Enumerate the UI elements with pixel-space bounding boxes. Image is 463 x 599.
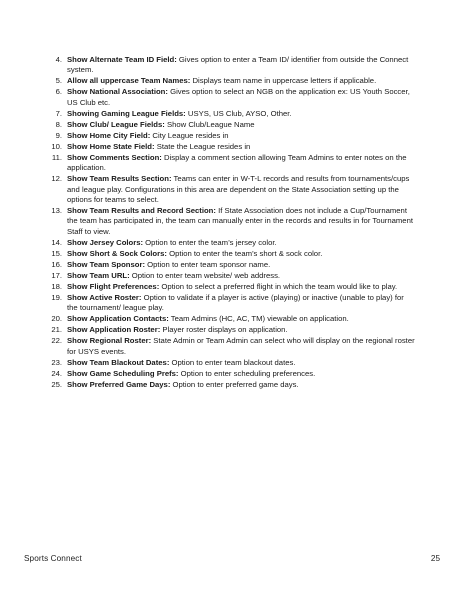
item-number: 9. (55, 130, 62, 140)
list-item (46, 174, 416, 205)
item-description: Option to enter team website/ web address. (129, 270, 281, 280)
list-item (46, 153, 416, 174)
item-description: Displays team name in uppercase letters if applicable. (190, 76, 377, 86)
list-item (46, 369, 416, 379)
item-label: Showing Gaming League Fields: (67, 108, 186, 118)
list-item (46, 131, 416, 141)
item-label: Show Team Results and Record Section: (67, 206, 216, 216)
item-number: 14. (51, 237, 62, 247)
item-description: Option to enter preferred game days. (170, 379, 299, 389)
page-number: 25 (430, 554, 440, 563)
list-item (46, 271, 416, 281)
item-number: 13. (51, 206, 62, 216)
list-item (46, 142, 416, 152)
item-description: USYS, US Club, AYSO, Other. (185, 108, 292, 118)
item-description: Gives option to enter a Team ID/ identifier from outside the Connect system. (67, 55, 409, 75)
list-item (46, 260, 416, 270)
item-label: Show Team Blackout Dates: (67, 357, 170, 367)
list-item (46, 55, 416, 76)
item-description: Option to enter the team’s short & sock color. (166, 248, 323, 258)
item-number: 10. (51, 141, 62, 151)
item-label: Show Team Results Section: (67, 174, 172, 184)
item-description: State Admin or Team Admin can select who will display on the regional roster for USYS events. (67, 336, 415, 356)
item-label: Show Comments Section: (67, 152, 162, 162)
item-label: Show Team URL: (67, 270, 130, 280)
item-description: Option to enter the team’s jersey color. (143, 237, 277, 247)
item-number: 22. (51, 336, 62, 346)
item-description: Gives option to select an NGB on the application ex: US Youth Soccer, US Club etc. (67, 87, 410, 107)
item-label: Show Regional Roster: (67, 336, 152, 346)
item-description: City League resides in (150, 130, 229, 140)
list-item (46, 282, 416, 292)
item-number: 18. (51, 281, 62, 291)
item-label: Show Home State Field: (67, 141, 155, 151)
list-item (46, 249, 416, 259)
item-number: 24. (51, 368, 62, 378)
item-description: Team Admins (HC, AC, TM) viewable on application. (168, 314, 349, 324)
item-description: State the League resides in (154, 141, 251, 151)
list-item (46, 358, 416, 368)
item-number: 15. (51, 248, 62, 258)
footer-brand: Sports Connect (24, 554, 82, 563)
item-label: Show Game Scheduling Prefs: (67, 368, 179, 378)
item-label: Show Preferred Game Days: (67, 379, 171, 389)
list-item (46, 76, 416, 86)
item-number: 19. (51, 292, 62, 302)
item-number: 17. (51, 270, 62, 280)
item-label: Show Jersey Colors: (67, 237, 144, 247)
item-description: Player roster displays on application. (160, 325, 288, 335)
item-description: Show Club/League Name (164, 119, 255, 129)
item-description: If State Association does not include a Cup/Tournament the team has participated in, the team can manually enter in the records and results in for Tournament Staff to view. (67, 206, 413, 236)
item-description: Option to enter scheduling preferences. (178, 368, 316, 378)
item-number: 23. (51, 357, 62, 367)
item-label: Show Team Sponsor: (67, 259, 146, 269)
item-number: 16. (51, 259, 62, 269)
item-number: 5. (55, 76, 62, 86)
list-item (46, 336, 416, 357)
item-label: Show Short & Sock Colors: (67, 248, 167, 258)
item-number: 4. (55, 55, 62, 64)
item-label: Show Application Contacts: (67, 314, 169, 324)
item-description: Option to enter team blackout dates. (169, 357, 296, 367)
item-number: 25. (51, 379, 62, 389)
item-number: 8. (55, 119, 62, 129)
list-item (46, 238, 416, 248)
item-number: 11. (51, 152, 62, 162)
list-item (46, 380, 416, 390)
list-item (46, 109, 416, 119)
item-description: Option to enter team sponsor name. (145, 259, 271, 269)
item-label: Show Active Roster: (67, 292, 142, 302)
item-label: Show Alternate Team ID Field: (67, 55, 177, 64)
item-number: 21. (51, 325, 62, 335)
list-item (46, 206, 416, 237)
item-number: 20. (51, 314, 62, 324)
list-item (46, 120, 416, 130)
item-description: Option to validate if a player is active (playing) or inactive (unable to play) for the tournament/ league play. (67, 292, 404, 313)
item-label: Allow all uppercase Team Names: (67, 76, 191, 86)
item-description: Option to select a preferred flight in which the team would like to play. (159, 281, 398, 291)
list-item (46, 293, 416, 314)
settings-list (46, 55, 416, 391)
list-item (46, 87, 416, 108)
list-item (46, 314, 416, 324)
item-label: Show Flight Preferences: (67, 281, 160, 291)
item-label: Show National Association: (67, 87, 168, 97)
item-description: Display a comment section allowing Team Admins to enter notes on the application. (67, 152, 407, 173)
item-description: Teams can enter in W-T-L records and results from tournaments/cups and league play. Configurations in this area are dependent on the State Association setting up the options for teams to select. (67, 174, 410, 205)
item-number: 6. (55, 87, 62, 97)
item-label: Show Home City Field: (67, 130, 151, 140)
list-item (46, 325, 416, 335)
item-label: Show Club/ League Fields: (67, 119, 165, 129)
item-number: 7. (55, 108, 62, 118)
item-number: 12. (51, 174, 62, 184)
item-label: Show Application Roster: (67, 325, 161, 335)
